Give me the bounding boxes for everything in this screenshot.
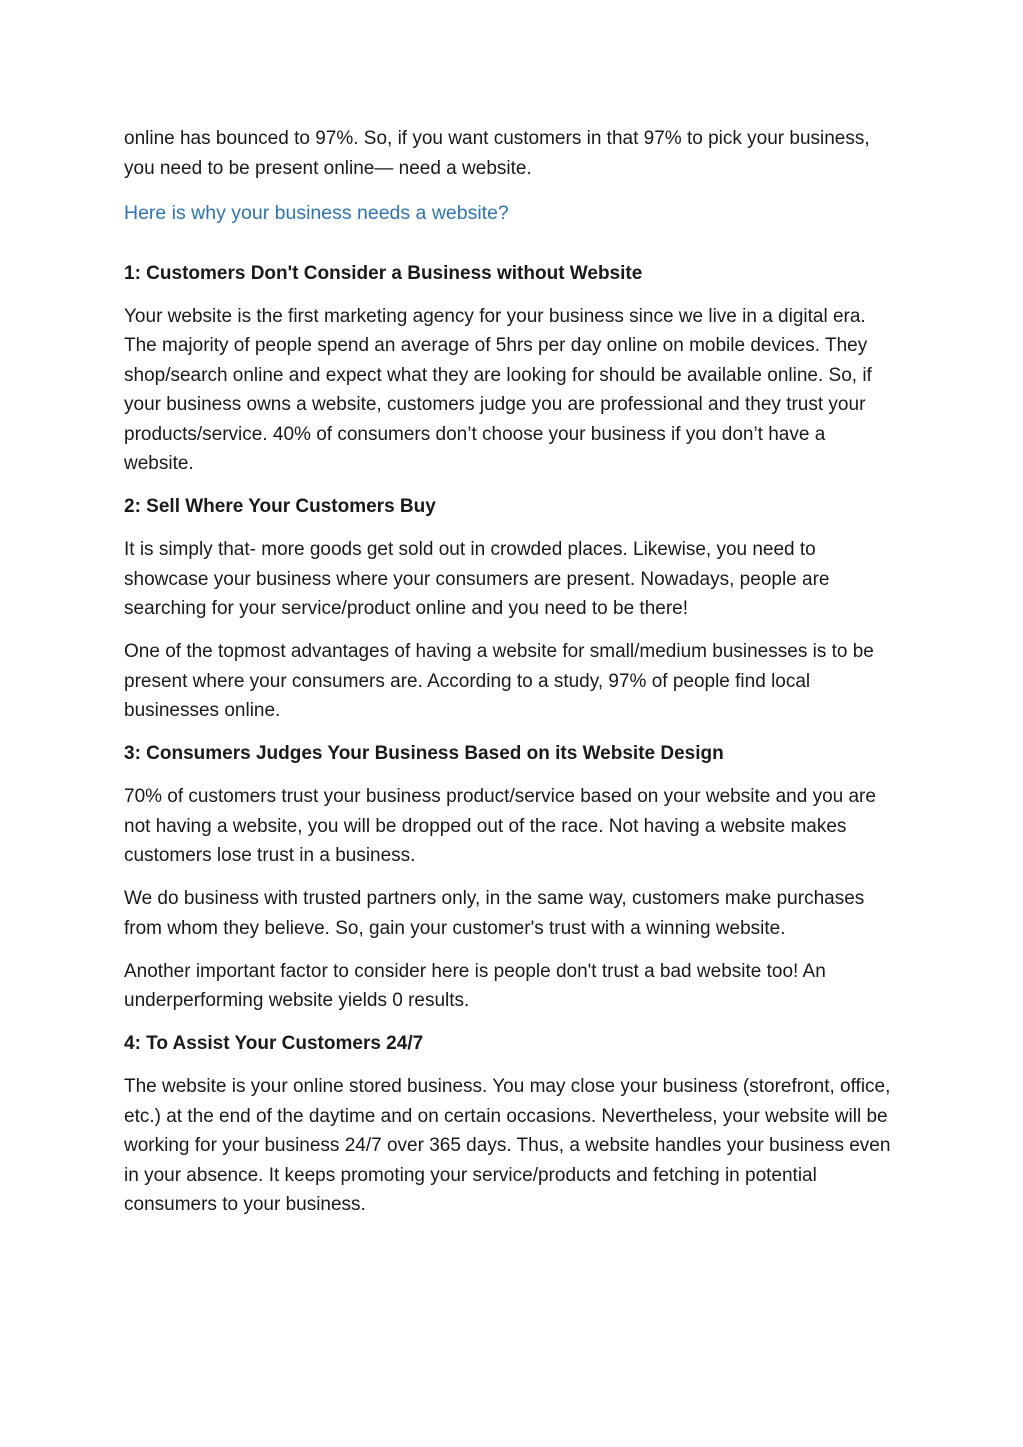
paragraph: The website is your online stored business. You may close your business (storefront, office, etc.) at the end of the daytime and on certain occasions. Nevertheless, your website will be working for your business 24/7 over 365 days. Thus, a website handles your business even in your absence. It keeps promoting your service/products and fetching in potential consumers to your business. — [124, 1076, 891, 1215]
paragraph: It is simply that- more goods get sold out in crowded places. Likewise, you need to showcase your business where your consumers are present. Nowadays, people are searching for your service/product online and you need to be there! — [124, 539, 830, 619]
section-heading-4: 4: To Assist Your Customers 24/7 — [124, 1033, 424, 1054]
paragraph: 70% of customers trust your business product/service based on your website and you are not having a website, you will be dropped out of the race. Not having a website makes customers lose trust in a business. — [124, 786, 876, 866]
paragraph: Another important factor to consider here is people don't trust a bad website too! An underperforming website yields 0 results. — [124, 960, 826, 1011]
section-heading-3: 3: Consumers Judges Your Business Based on its Website Design — [124, 743, 724, 764]
paragraph: We do business with trusted partners only, in the same way, customers make purchases from whom they believe. So, gain your customer's trust with a winning website. — [124, 888, 865, 939]
intro-paragraph: online has bounced to 97%. So, if you want customers in that 97% to pick your business, you need to be present online— need a website. — [124, 128, 870, 179]
section-heading-2: 2: Sell Where Your Customers Buy — [124, 496, 436, 517]
section-heading-1: 1: Customers Don't Consider a Business without Website — [124, 262, 643, 284]
paragraph: One of the topmost advantages of having a website for small/medium businesses is to be present where your consumers are. According to a study, 97% of people find local businesses online. — [124, 641, 874, 721]
paragraph: Your website is the first marketing agency for your business since we live in a digital era. The majority of people spend an average of 5hrs per day online on mobile devices. They shop/search online and expect what they are looking for should be available online. So, if your business owns a website, customers judge you are professional and they trust your products/service. 40% of consumers don’t choose your business if you don’t have a website. — [124, 305, 872, 474]
subheading: Here is why your business needs a website? — [124, 202, 509, 224]
document-page — [124, 124, 894, 1233]
